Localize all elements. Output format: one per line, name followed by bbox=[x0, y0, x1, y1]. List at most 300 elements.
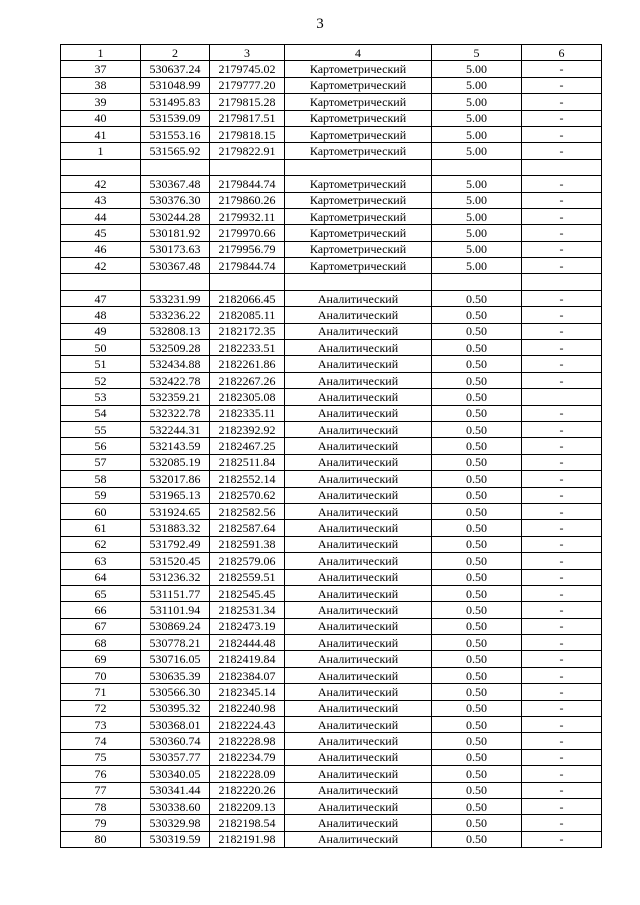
accuracy-cell: 0.50 bbox=[432, 684, 522, 700]
accuracy-cell: 0.50 bbox=[432, 438, 522, 454]
method-cell: Аналитический bbox=[285, 520, 432, 536]
method-cell: Аналитический bbox=[285, 307, 432, 323]
x-coordinate-cell: 530367.48 bbox=[141, 176, 210, 192]
table-row bbox=[61, 176, 602, 192]
point-number-cell: 61 bbox=[61, 520, 141, 536]
y-coordinate-cell: 2182209.13 bbox=[210, 798, 285, 814]
point-number-cell bbox=[61, 159, 141, 175]
x-coordinate-cell: 532143.59 bbox=[141, 438, 210, 454]
method-cell bbox=[285, 274, 432, 290]
method-cell: Аналитический bbox=[285, 553, 432, 569]
accuracy-cell: 0.50 bbox=[432, 700, 522, 716]
point-number-cell: 37 bbox=[61, 61, 141, 77]
table-row bbox=[61, 208, 602, 224]
accuracy-cell: 0.50 bbox=[432, 717, 522, 733]
method-cell: Аналитический bbox=[285, 356, 432, 372]
note-cell: - bbox=[522, 815, 602, 831]
method-cell: Аналитический bbox=[285, 290, 432, 306]
x-coordinate-cell: 532322.78 bbox=[141, 405, 210, 421]
note-cell: - bbox=[522, 192, 602, 208]
note-cell: - bbox=[522, 717, 602, 733]
y-coordinate-cell: 2182240.98 bbox=[210, 700, 285, 716]
x-coordinate-cell: 531565.92 bbox=[141, 143, 210, 159]
y-coordinate-cell: 2182531.34 bbox=[210, 602, 285, 618]
table-row bbox=[61, 536, 602, 552]
accuracy-cell: 0.50 bbox=[432, 372, 522, 388]
y-coordinate-cell: 2179777.20 bbox=[210, 77, 285, 93]
point-number-cell: 80 bbox=[61, 831, 141, 847]
y-coordinate-cell: 2179745.02 bbox=[210, 61, 285, 77]
table-row bbox=[61, 684, 602, 700]
x-coordinate-cell: 531924.65 bbox=[141, 503, 210, 519]
x-coordinate-cell: 532808.13 bbox=[141, 323, 210, 339]
point-number-cell: 58 bbox=[61, 471, 141, 487]
method-cell: Картометрический bbox=[285, 61, 432, 77]
y-coordinate-cell: 2182582.56 bbox=[210, 503, 285, 519]
y-coordinate-cell: 2182587.64 bbox=[210, 520, 285, 536]
point-number-cell: 78 bbox=[61, 798, 141, 814]
x-coordinate-cell: 530329.98 bbox=[141, 815, 210, 831]
table-row bbox=[61, 782, 602, 798]
accuracy-cell: 0.50 bbox=[432, 618, 522, 634]
point-number-cell: 1 bbox=[61, 143, 141, 159]
x-coordinate-cell: 531792.49 bbox=[141, 536, 210, 552]
table-row bbox=[61, 225, 602, 241]
y-coordinate-cell: 2182552.14 bbox=[210, 471, 285, 487]
table-row bbox=[61, 520, 602, 536]
accuracy-cell: 0.50 bbox=[432, 405, 522, 421]
table-row bbox=[61, 258, 602, 274]
method-cell: Аналитический bbox=[285, 438, 432, 454]
table-row bbox=[61, 487, 602, 503]
x-coordinate-cell: 530869.24 bbox=[141, 618, 210, 634]
x-coordinate-cell: 530340.05 bbox=[141, 766, 210, 782]
point-number-cell bbox=[61, 274, 141, 290]
accuracy-cell: 0.50 bbox=[432, 569, 522, 585]
table-row bbox=[61, 733, 602, 749]
table-row bbox=[61, 241, 602, 257]
x-coordinate-cell: 530319.59 bbox=[141, 831, 210, 847]
point-number-cell: 72 bbox=[61, 700, 141, 716]
point-number-cell: 62 bbox=[61, 536, 141, 552]
note-cell: - bbox=[522, 503, 602, 519]
x-coordinate-cell: 530778.21 bbox=[141, 635, 210, 651]
table-row bbox=[61, 569, 602, 585]
note-cell: - bbox=[522, 798, 602, 814]
table-row bbox=[61, 635, 602, 651]
method-cell: Аналитический bbox=[285, 684, 432, 700]
y-coordinate-cell: 2179970.66 bbox=[210, 225, 285, 241]
y-coordinate-cell: 2182228.09 bbox=[210, 766, 285, 782]
accuracy-cell: 0.50 bbox=[432, 290, 522, 306]
column-header-1: 1 bbox=[61, 45, 141, 61]
accuracy-cell: 0.50 bbox=[432, 471, 522, 487]
note-cell bbox=[522, 159, 602, 175]
accuracy-cell: 0.50 bbox=[432, 831, 522, 847]
y-coordinate-cell: 2182198.54 bbox=[210, 815, 285, 831]
method-cell: Аналитический bbox=[285, 602, 432, 618]
y-coordinate-cell bbox=[210, 274, 285, 290]
method-cell: Картометрический bbox=[285, 77, 432, 93]
note-cell: - bbox=[522, 421, 602, 437]
method-cell: Аналитический bbox=[285, 569, 432, 585]
table-row bbox=[61, 766, 602, 782]
method-cell: Аналитический bbox=[285, 651, 432, 667]
method-cell: Картометрический bbox=[285, 192, 432, 208]
x-coordinate-cell: 530376.30 bbox=[141, 192, 210, 208]
y-coordinate-cell: 2182305.08 bbox=[210, 389, 285, 405]
table-row bbox=[61, 274, 602, 290]
y-coordinate-cell: 2182579.06 bbox=[210, 553, 285, 569]
table-row bbox=[61, 438, 602, 454]
note-cell: - bbox=[522, 635, 602, 651]
x-coordinate-cell: 532509.28 bbox=[141, 340, 210, 356]
accuracy-cell: 0.50 bbox=[432, 520, 522, 536]
point-number-cell: 67 bbox=[61, 618, 141, 634]
point-number-cell: 64 bbox=[61, 569, 141, 585]
table-row bbox=[61, 192, 602, 208]
point-number-cell: 54 bbox=[61, 405, 141, 421]
x-coordinate-cell: 530181.92 bbox=[141, 225, 210, 241]
point-number-cell: 66 bbox=[61, 602, 141, 618]
point-number-cell: 59 bbox=[61, 487, 141, 503]
table-row bbox=[61, 585, 602, 601]
table-row bbox=[61, 110, 602, 126]
accuracy-cell: 0.50 bbox=[432, 766, 522, 782]
point-number-cell: 69 bbox=[61, 651, 141, 667]
method-cell bbox=[285, 159, 432, 175]
x-coordinate-cell: 531151.77 bbox=[141, 585, 210, 601]
y-coordinate-cell: 2179818.15 bbox=[210, 126, 285, 142]
method-cell: Картометрический bbox=[285, 126, 432, 142]
accuracy-cell: 0.50 bbox=[432, 782, 522, 798]
method-cell: Аналитический bbox=[285, 421, 432, 437]
note-cell: - bbox=[522, 585, 602, 601]
method-cell: Аналитический bbox=[285, 667, 432, 683]
method-cell: Картометрический bbox=[285, 258, 432, 274]
table-row bbox=[61, 553, 602, 569]
point-number-cell: 77 bbox=[61, 782, 141, 798]
y-coordinate-cell: 2179815.28 bbox=[210, 94, 285, 110]
table-row bbox=[61, 831, 602, 847]
x-coordinate-cell: 530357.77 bbox=[141, 749, 210, 765]
point-number-cell: 50 bbox=[61, 340, 141, 356]
method-cell: Аналитический bbox=[285, 487, 432, 503]
note-cell: - bbox=[522, 307, 602, 323]
note-cell: - bbox=[522, 438, 602, 454]
y-coordinate-cell: 2182559.51 bbox=[210, 569, 285, 585]
point-number-cell: 74 bbox=[61, 733, 141, 749]
accuracy-cell: 0.50 bbox=[432, 749, 522, 765]
x-coordinate-cell bbox=[141, 159, 210, 175]
x-coordinate-cell: 530360.74 bbox=[141, 733, 210, 749]
table-row bbox=[61, 290, 602, 306]
point-number-cell: 38 bbox=[61, 77, 141, 93]
x-coordinate-cell: 533231.99 bbox=[141, 290, 210, 306]
y-coordinate-cell: 2179817.51 bbox=[210, 110, 285, 126]
x-coordinate-cell: 531236.32 bbox=[141, 569, 210, 585]
accuracy-cell: 0.50 bbox=[432, 421, 522, 437]
note-cell: - bbox=[522, 553, 602, 569]
point-number-cell: 63 bbox=[61, 553, 141, 569]
x-coordinate-cell: 530566.30 bbox=[141, 684, 210, 700]
method-cell: Аналитический bbox=[285, 536, 432, 552]
table-row bbox=[61, 340, 602, 356]
table-row bbox=[61, 667, 602, 683]
method-cell: Аналитический bbox=[285, 454, 432, 470]
method-cell: Аналитический bbox=[285, 766, 432, 782]
note-cell: - bbox=[522, 782, 602, 798]
method-cell: Картометрический bbox=[285, 208, 432, 224]
note-cell: - bbox=[522, 667, 602, 683]
method-cell: Аналитический bbox=[285, 749, 432, 765]
x-coordinate-cell: 531101.94 bbox=[141, 602, 210, 618]
note-cell: - bbox=[522, 405, 602, 421]
accuracy-cell: 5.00 bbox=[432, 110, 522, 126]
point-number-cell: 57 bbox=[61, 454, 141, 470]
y-coordinate-cell: 2182085.11 bbox=[210, 307, 285, 323]
accuracy-cell: 5.00 bbox=[432, 94, 522, 110]
x-coordinate-cell: 530244.28 bbox=[141, 208, 210, 224]
x-coordinate-cell: 532085.19 bbox=[141, 454, 210, 470]
y-coordinate-cell: 2179860.26 bbox=[210, 192, 285, 208]
y-coordinate-cell: 2182545.45 bbox=[210, 585, 285, 601]
x-coordinate-cell: 532359.21 bbox=[141, 389, 210, 405]
y-coordinate-cell: 2179844.74 bbox=[210, 176, 285, 192]
method-cell: Аналитический bbox=[285, 700, 432, 716]
table-row bbox=[61, 307, 602, 323]
note-cell: - bbox=[522, 225, 602, 241]
column-header-6: 6 bbox=[522, 45, 602, 61]
column-header-4: 4 bbox=[285, 45, 432, 61]
y-coordinate-cell: 2182444.48 bbox=[210, 635, 285, 651]
y-coordinate-cell: 2182591.38 bbox=[210, 536, 285, 552]
point-number-cell: 68 bbox=[61, 635, 141, 651]
point-number-cell: 75 bbox=[61, 749, 141, 765]
note-cell: - bbox=[522, 61, 602, 77]
note-cell: - bbox=[522, 77, 602, 93]
method-cell: Аналитический bbox=[285, 798, 432, 814]
method-cell: Аналитический bbox=[285, 717, 432, 733]
table-row bbox=[61, 61, 602, 77]
point-number-cell: 73 bbox=[61, 717, 141, 733]
table-row bbox=[61, 618, 602, 634]
page-number: 3 bbox=[316, 16, 324, 32]
note-cell: - bbox=[522, 487, 602, 503]
accuracy-cell: 0.50 bbox=[432, 487, 522, 503]
column-header-5: 5 bbox=[432, 45, 522, 61]
accuracy-cell: 0.50 bbox=[432, 602, 522, 618]
note-cell: - bbox=[522, 356, 602, 372]
note-cell: - bbox=[522, 372, 602, 388]
x-coordinate-cell: 532017.86 bbox=[141, 471, 210, 487]
method-cell: Аналитический bbox=[285, 323, 432, 339]
accuracy-cell: 0.50 bbox=[432, 553, 522, 569]
table-row bbox=[61, 798, 602, 814]
table-row bbox=[61, 143, 602, 159]
note-cell: - bbox=[522, 684, 602, 700]
accuracy-cell: 5.00 bbox=[432, 192, 522, 208]
point-number-cell: 70 bbox=[61, 667, 141, 683]
note-cell bbox=[522, 389, 602, 405]
x-coordinate-cell: 531520.45 bbox=[141, 553, 210, 569]
x-coordinate-cell: 530716.05 bbox=[141, 651, 210, 667]
y-coordinate-cell: 2182228.98 bbox=[210, 733, 285, 749]
x-coordinate-cell: 532422.78 bbox=[141, 372, 210, 388]
y-coordinate-cell: 2182384.07 bbox=[210, 667, 285, 683]
x-coordinate-cell: 531965.13 bbox=[141, 487, 210, 503]
y-coordinate-cell: 2182467.25 bbox=[210, 438, 285, 454]
accuracy-cell: 0.50 bbox=[432, 733, 522, 749]
note-cell: - bbox=[522, 471, 602, 487]
accuracy-cell: 0.50 bbox=[432, 356, 522, 372]
note-cell: - bbox=[522, 700, 602, 716]
note-cell: - bbox=[522, 143, 602, 159]
method-cell: Аналитический bbox=[285, 635, 432, 651]
table-row bbox=[61, 159, 602, 175]
point-number-cell: 49 bbox=[61, 323, 141, 339]
note-cell bbox=[522, 274, 602, 290]
x-coordinate-cell: 530173.63 bbox=[141, 241, 210, 257]
method-cell: Аналитический bbox=[285, 831, 432, 847]
y-coordinate-cell: 2182345.14 bbox=[210, 684, 285, 700]
method-cell: Аналитический bbox=[285, 585, 432, 601]
note-cell: - bbox=[522, 618, 602, 634]
note-cell: - bbox=[522, 831, 602, 847]
point-number-cell: 53 bbox=[61, 389, 141, 405]
x-coordinate-cell: 530395.32 bbox=[141, 700, 210, 716]
point-number-cell: 39 bbox=[61, 94, 141, 110]
x-coordinate-cell: 530637.24 bbox=[141, 61, 210, 77]
method-cell: Аналитический bbox=[285, 405, 432, 421]
y-coordinate-cell: 2182267.26 bbox=[210, 372, 285, 388]
point-number-cell: 76 bbox=[61, 766, 141, 782]
note-cell: - bbox=[522, 323, 602, 339]
y-coordinate-cell: 2182220.26 bbox=[210, 782, 285, 798]
x-coordinate-cell: 530367.48 bbox=[141, 258, 210, 274]
point-number-cell: 71 bbox=[61, 684, 141, 700]
x-coordinate-cell: 530635.39 bbox=[141, 667, 210, 683]
x-coordinate-cell bbox=[141, 274, 210, 290]
y-coordinate-cell: 2182511.84 bbox=[210, 454, 285, 470]
x-coordinate-cell: 530338.60 bbox=[141, 798, 210, 814]
note-cell: - bbox=[522, 176, 602, 192]
y-coordinate-cell: 2182392.92 bbox=[210, 421, 285, 437]
accuracy-cell: 0.50 bbox=[432, 798, 522, 814]
point-number-cell: 65 bbox=[61, 585, 141, 601]
table-row bbox=[61, 815, 602, 831]
table-row bbox=[61, 651, 602, 667]
method-cell: Аналитический bbox=[285, 372, 432, 388]
accuracy-cell: 0.50 bbox=[432, 667, 522, 683]
method-cell: Аналитический bbox=[285, 503, 432, 519]
accuracy-cell: 0.50 bbox=[432, 454, 522, 470]
accuracy-cell: 5.00 bbox=[432, 176, 522, 192]
accuracy-cell: 0.50 bbox=[432, 323, 522, 339]
accuracy-cell: 0.50 bbox=[432, 503, 522, 519]
accuracy-cell: 0.50 bbox=[432, 340, 522, 356]
method-cell: Аналитический bbox=[285, 782, 432, 798]
x-coordinate-cell: 532244.31 bbox=[141, 421, 210, 437]
y-coordinate-cell: 2179956.79 bbox=[210, 241, 285, 257]
y-coordinate-cell: 2182191.98 bbox=[210, 831, 285, 847]
note-cell: - bbox=[522, 110, 602, 126]
table-row bbox=[61, 717, 602, 733]
note-cell: - bbox=[522, 208, 602, 224]
x-coordinate-cell: 531495.83 bbox=[141, 94, 210, 110]
x-coordinate-cell: 531553.16 bbox=[141, 126, 210, 142]
table-row bbox=[61, 323, 602, 339]
x-coordinate-cell: 530341.44 bbox=[141, 782, 210, 798]
note-cell: - bbox=[522, 766, 602, 782]
point-number-cell: 45 bbox=[61, 225, 141, 241]
method-cell: Картометрический bbox=[285, 241, 432, 257]
note-cell: - bbox=[522, 126, 602, 142]
accuracy-cell: 5.00 bbox=[432, 126, 522, 142]
point-number-cell: 79 bbox=[61, 815, 141, 831]
accuracy-cell: 5.00 bbox=[432, 61, 522, 77]
accuracy-cell: 5.00 bbox=[432, 77, 522, 93]
method-cell: Картометрический bbox=[285, 225, 432, 241]
table-row bbox=[61, 602, 602, 618]
point-number-cell: 41 bbox=[61, 126, 141, 142]
y-coordinate-cell: 2182335.11 bbox=[210, 405, 285, 421]
point-number-cell: 44 bbox=[61, 208, 141, 224]
table-header-row bbox=[61, 45, 602, 61]
accuracy-cell bbox=[432, 159, 522, 175]
accuracy-cell: 5.00 bbox=[432, 225, 522, 241]
y-coordinate-cell: 2182172.35 bbox=[210, 323, 285, 339]
point-number-cell: 43 bbox=[61, 192, 141, 208]
column-header-3: 3 bbox=[210, 45, 285, 61]
x-coordinate-cell: 530368.01 bbox=[141, 717, 210, 733]
method-cell: Картометрический bbox=[285, 176, 432, 192]
note-cell: - bbox=[522, 258, 602, 274]
note-cell: - bbox=[522, 340, 602, 356]
y-coordinate-cell: 2179822.91 bbox=[210, 143, 285, 159]
method-cell: Картометрический bbox=[285, 143, 432, 159]
table-row bbox=[61, 471, 602, 487]
accuracy-cell bbox=[432, 274, 522, 290]
point-number-cell: 60 bbox=[61, 503, 141, 519]
accuracy-cell: 5.00 bbox=[432, 208, 522, 224]
table-row bbox=[61, 503, 602, 519]
table-row bbox=[61, 700, 602, 716]
point-number-cell: 55 bbox=[61, 421, 141, 437]
y-coordinate-cell: 2182224.43 bbox=[210, 717, 285, 733]
point-number-cell: 47 bbox=[61, 290, 141, 306]
note-cell: - bbox=[522, 454, 602, 470]
note-cell: - bbox=[522, 651, 602, 667]
method-cell: Аналитический bbox=[285, 815, 432, 831]
method-cell: Картометрический bbox=[285, 94, 432, 110]
point-number-cell: 46 bbox=[61, 241, 141, 257]
point-number-cell: 42 bbox=[61, 258, 141, 274]
note-cell: - bbox=[522, 733, 602, 749]
table-row bbox=[61, 94, 602, 110]
note-cell: - bbox=[522, 520, 602, 536]
point-number-cell: 40 bbox=[61, 110, 141, 126]
note-cell: - bbox=[522, 241, 602, 257]
method-cell: Аналитический bbox=[285, 389, 432, 405]
accuracy-cell: 0.50 bbox=[432, 585, 522, 601]
table-row bbox=[61, 372, 602, 388]
note-cell: - bbox=[522, 290, 602, 306]
method-cell: Аналитический bbox=[285, 733, 432, 749]
table-row bbox=[61, 421, 602, 437]
point-number-cell: 51 bbox=[61, 356, 141, 372]
accuracy-cell: 0.50 bbox=[432, 307, 522, 323]
